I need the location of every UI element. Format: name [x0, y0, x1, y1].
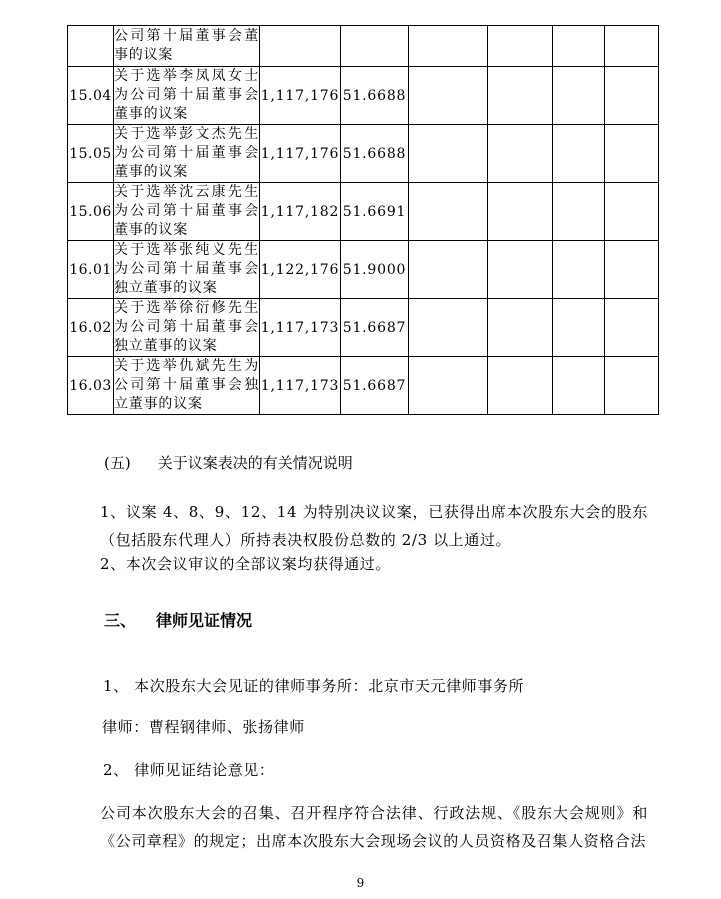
empty-cell	[605, 183, 659, 241]
table-row	[68, 299, 659, 357]
percent-cell: 51.9000	[341, 241, 409, 299]
empty-cell	[553, 125, 605, 183]
proposal-no-cell: 15.05	[68, 125, 114, 183]
votes-cell: 1,117,176	[260, 67, 341, 125]
empty-cell	[409, 125, 488, 183]
table-row	[68, 26, 659, 67]
all-passed-paragraph: 2、本次会议审议的全部议案均获得通过。	[100, 555, 391, 573]
proposal-no-cell: 16.02	[68, 299, 114, 357]
empty-cell	[409, 241, 488, 299]
proposal-voting-table	[67, 25, 659, 415]
empty-cell	[409, 357, 488, 415]
lawyer-conclusion-paragraph: 公司本次股东大会的召集、召开程序符合法律、行政法规、《股东大会规则》和《公司章程》的规定；出席本次股东大会现场会议的人员资格及召集人资格合法	[100, 804, 648, 850]
empty-cell	[409, 183, 488, 241]
empty-cell	[488, 241, 553, 299]
empty-cell	[488, 67, 553, 125]
proposal-desc-cell: 关于选举徐衍修先生为公司第十届董事会独立董事的议案	[114, 299, 260, 357]
section-3-heading	[104, 611, 252, 631]
proposal-no-cell	[68, 26, 114, 67]
table-row	[68, 67, 659, 125]
table-row	[68, 241, 659, 299]
empty-cell	[605, 67, 659, 125]
table-row	[68, 357, 659, 415]
votes-cell: 1,117,173	[260, 357, 341, 415]
page-number: 9	[356, 876, 365, 890]
proposal-desc-cell: 关于选举彭文杰先生为公司第十届董事会董事的议案	[114, 125, 260, 183]
section-3-title: 律师见证情况	[156, 611, 253, 630]
proposal-no-cell: 15.04	[68, 67, 114, 125]
proposal-no-cell: 16.03	[68, 357, 114, 415]
empty-cell	[605, 125, 659, 183]
percent-cell: 51.6688	[341, 67, 409, 125]
empty-cell	[488, 357, 553, 415]
votes-cell: 1,122,176	[260, 241, 341, 299]
votes-cell: 1,117,182	[260, 183, 341, 241]
lawyer-opinion-heading: 2、 律师见证结论意见：	[103, 761, 275, 779]
empty-cell	[605, 241, 659, 299]
votes-cell: 1,117,176	[260, 125, 341, 183]
empty-cell	[488, 299, 553, 357]
empty-cell	[605, 357, 659, 415]
empty-cell	[488, 183, 553, 241]
empty-cell	[605, 299, 659, 357]
proposal-table-body	[68, 26, 659, 415]
empty-cell	[553, 26, 605, 67]
proposal-desc-cell: 关于选举沈云康先生为公司第十届董事会董事的议案	[114, 183, 260, 241]
empty-cell	[553, 67, 605, 125]
empty-cell	[409, 299, 488, 357]
section-5-label: (五)	[104, 454, 131, 472]
empty-cell	[553, 357, 605, 415]
proposal-desc-cell: 关于选举李凤凤女士为公司第十届董事会董事的议案	[114, 67, 260, 125]
lawyers-line: 律师：曹程钢律师、张扬律师	[102, 718, 305, 736]
special-resolution-paragraph: 1、议案 4、8、9、12、14 为特别决议议案，已获得出席本次股东大会的股东（包括股东代理人）所持表决权股份总数的 2/3 以上通过。	[100, 503, 648, 549]
proposal-desc-cell: 关于选举张纯义先生为公司第十届董事会独立董事的议案	[114, 241, 260, 299]
table-row	[68, 125, 659, 183]
proposal-no-cell: 16.01	[68, 241, 114, 299]
proposal-desc-cell: 关于选举仇斌先生为公司第十届董事会独立董事的议案	[114, 357, 260, 415]
section-5-title: 关于议案表决的有关情况说明	[157, 454, 353, 472]
percent-cell	[341, 26, 409, 67]
empty-cell	[553, 183, 605, 241]
empty-cell	[409, 67, 488, 125]
proposal-no-cell: 15.06	[68, 183, 114, 241]
empty-cell	[488, 26, 553, 67]
section-3-label: 三、	[104, 611, 137, 630]
empty-cell	[605, 26, 659, 67]
empty-cell	[488, 125, 553, 183]
law-firm-line: 1、 本次股东大会见证的律师事务所：北京市天元律师事务所	[103, 677, 525, 695]
section-5-heading	[104, 453, 353, 473]
proposal-desc-cell: 公司第十届董事会董事的议案	[114, 26, 260, 67]
percent-cell: 51.6688	[341, 125, 409, 183]
percent-cell: 51.6691	[341, 183, 409, 241]
empty-cell	[409, 26, 488, 67]
empty-cell	[553, 241, 605, 299]
votes-cell	[260, 26, 341, 67]
percent-cell: 51.6687	[341, 357, 409, 415]
percent-cell: 51.6687	[341, 299, 409, 357]
table-row	[68, 183, 659, 241]
votes-cell: 1,117,173	[260, 299, 341, 357]
empty-cell	[553, 299, 605, 357]
